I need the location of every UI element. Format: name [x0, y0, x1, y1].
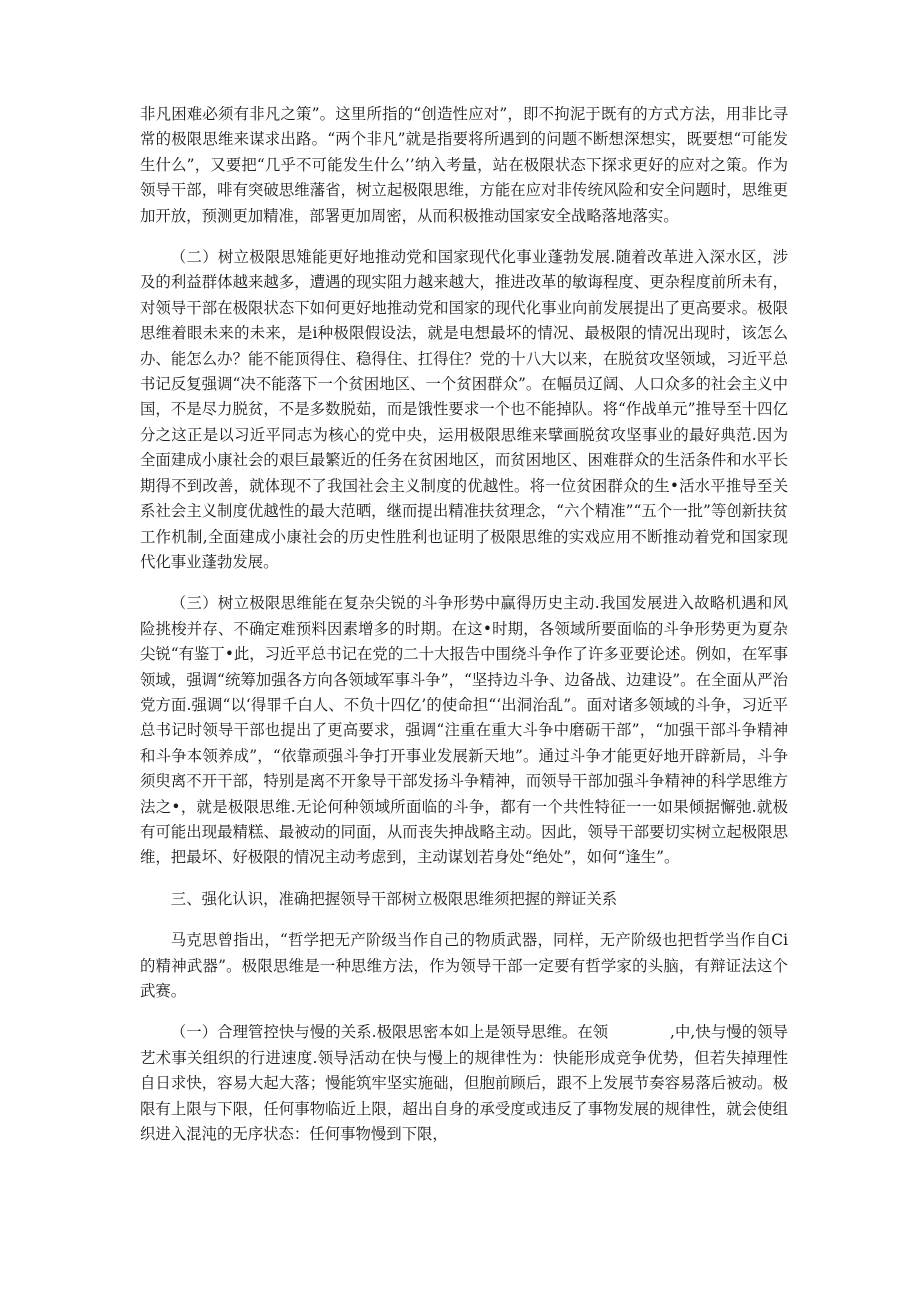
section-heading-3: 三、强化认识，准确把握领导干部树立极限思维须把握的辩证关系 — [170, 889, 618, 908]
paragraph-section-3-1: （一）合理管控快与慢的关系.极限思密本如上是领导思维。在领 ,中,快与慢的领导艺术事关组织的行进速度.领导活动在快与慢上的规律性为：快能形成竞争优势，但若失掉理性自日求快，容易大起大落；慢能筑牢坚实施础，但胞前顾后，跟不上发展节奏容易落后被动。极限有上限与下限，任何事物临近上限，超出自身的承受度或违反了事物发展的规律性，就会使组织进入混沌的无序状态：任何事物慢到下限， — [140, 1023, 788, 1144]
paragraph-intro-continuation: 非凡困难必须有非凡之策”。这里所指的“创造性应对”，即不拘泥于既有的方式方法，用非比寻常的极限思维来谋求出路。“两个非凡”就是指要将所遇到的问题不断想深想实，既要想“可能发生什么”，又要把“几乎不可能发生什么’’纳入考量，站在极限状态下探求更好的应对之策。作为领导干部，啡有突破思维藩省，树立起极限思维，方能在应对非传统风险和安全问题时，思维更加开放，预测更加精准，部署更加周密，从而积极推动国家安全战略落地落实。 — [140, 105, 788, 225]
paragraph-marx-quote: 马克思曾指出，“哲学把无产阶级当作自己的物质武器，同样，无产阶级也把哲学当作自Ci的精神武器”。极限思维是一种思维方法，作为领导干部一定要有哲学家的头脑，有辩证法这个武赛。 — [140, 931, 788, 1000]
document-page — [140, 102, 788, 1163]
paragraph-section-2-3: （三）树立极限思维能在复杂尖锐的斗争形势中赢得历史主动.我国发展进入故略机遇和风险挑梭并存、不确定难预料因素增多的时期。在这•时期，各领域所要面临的斗争形势更为夏杂尖锐“有鉴丁•此，习近平总书记在党的二十大报告中围绕斗争作了许多亚要论述。例如，在军事领域，强调“统筹加强各方向各领域军事斗争”，“坚持边斗争、边备战、边建设”。在全面从严治党方面.强调“以‘得罪千白人、不负十四亿’的使命担“‘出洞治乱”。面对诸多领域的斗争，习近平总书记时领导干部也提出了更高要求，强调“注重在重大斗争中磨砺干部”，“加强干部斗争精神和斗争本领养成”，“依靠顽强斗争打开事业发展新天地”。通过斗争才能更好地开辟新局，斗争须臾离不开干部，特别是离不开象导干部发扬斗争精神，而领导干部加强斗争精神的科学思维方法之•，就是极限思维.无论何种领域所面临的斗争，都有一个共性特征一一如果倾据懈弛.就极有可能出现最精糕、最被动的同面，从而丧失抻战略主动。因此，领导干部要切实树立起极限思维，把最坏、好极限的情况主动考虑到，主动谋划若身处“绝处”，如何“逢生”。 — [140, 594, 788, 867]
paragraph-section-2-2: （二）树立极限思雉能更好地推动党和国家现代化事业蓬勃发展.随着改革进入深水区，涉及的利益群体越来越多，遭遇的现实阻力越来越大，推进改革的敏诲程度、更杂程度前所未有，对领导干部在极限状态下如何更好地推动党和国家的现代化事业向前发展提出了更高要求。极限思维着眼未来的未来，是i种极限假设法，就是电想最坏的情况、最极限的情况出现时，该怎么办、能怎么办？能不能顶得住、稳得住、扛得住？党的十八大以来，在脱贫攻坚领域，习近平总书记反复强调“决不能落下一个贫困地区、一个贫困群众”。在幅员辽阔、人口众多的社会主义中国，不是尽力脱贫，不是多数脱茹，而是饿性要求一个也不能掉队。将“作战单元”推导至十四亿分之这正是以习近平同志为核心的党中央，运用极限思维来擘画脱贫攻坚事业的最好典范.因为全面建成小康社会的艰巨最繁近的任务在贫困地区，而贫困地区、困难群众的生活条件和水平长期得不到改善，就体现不了我国社会主义制度的优越性。将一位贫困群众的生•活水平推导至关系社会主义制度优越性的最大范晒，继而提出精准扶贫理念，“六个精准”“五个一批”等创新扶贫工作机制,全面建成小康社会的历史性胜利也证明了极限思维的实戏应用不断推动着党和国家现代化事业蓬勃发展。 — [140, 248, 788, 571]
